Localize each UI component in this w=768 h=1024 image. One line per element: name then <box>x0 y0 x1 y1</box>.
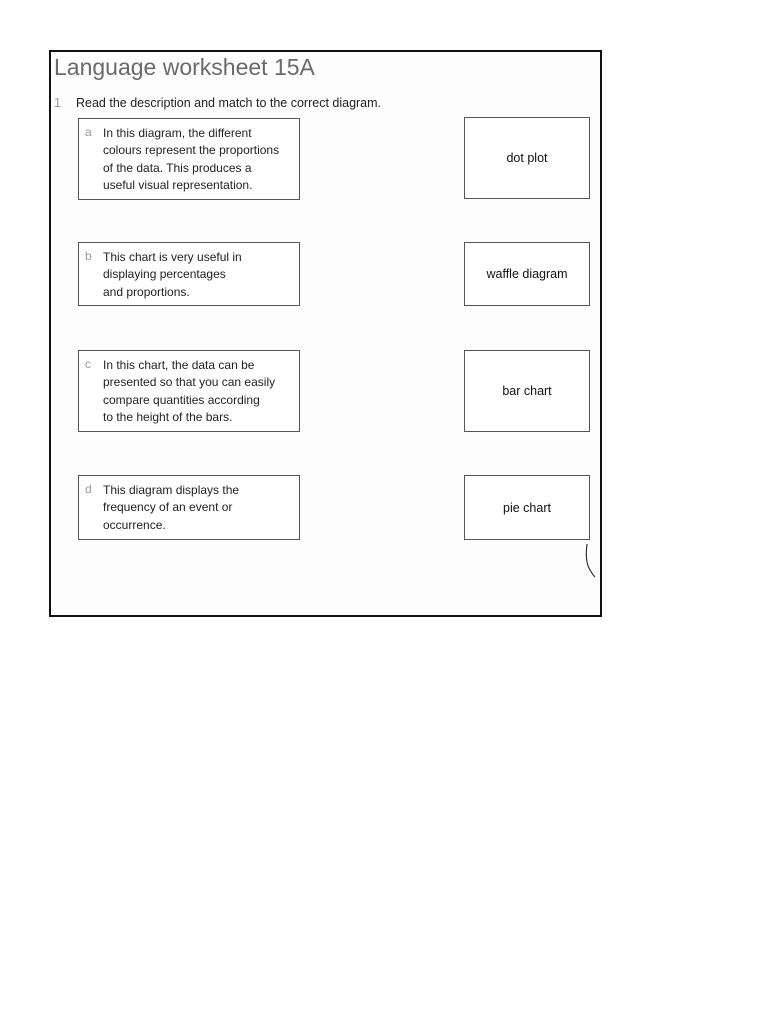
question-instruction: Read the description and match to the correct diagram. <box>76 96 382 110</box>
description-letter: a <box>85 125 92 139</box>
pen-stroke-mark <box>581 542 601 578</box>
diagram-box-bar-chart[interactable]: bar chart <box>464 350 590 432</box>
description-letter: b <box>85 249 92 263</box>
description-box-d[interactable] <box>78 475 300 540</box>
question-number: 1 <box>54 96 61 110</box>
description-text: In this diagram, the different colours represent the proportions of the data. This produces a useful visual representation. <box>103 126 280 192</box>
diagram-box-waffle-diagram[interactable]: waffle diagram <box>464 242 590 306</box>
description-letter: c <box>85 357 91 371</box>
worksheet-title: Language worksheet 15A <box>54 54 315 80</box>
description-text: This diagram displays the frequency of an event or occurrence. <box>103 483 240 532</box>
diagram-box-dot-plot[interactable]: dot plot <box>464 117 590 199</box>
description-letter: d <box>85 482 92 496</box>
description-box-b[interactable] <box>78 242 300 306</box>
description-text: This chart is very useful in displaying percentages and proportions. <box>103 250 242 299</box>
worksheet-frame <box>49 50 602 617</box>
diagram-box-pie-chart[interactable]: pie chart <box>464 475 590 540</box>
description-text: In this chart, the data can be presented so that you can easily compare quantities according to the height of the bars. <box>103 358 276 424</box>
description-box-c[interactable] <box>78 350 300 432</box>
description-box-a[interactable] <box>78 118 300 200</box>
